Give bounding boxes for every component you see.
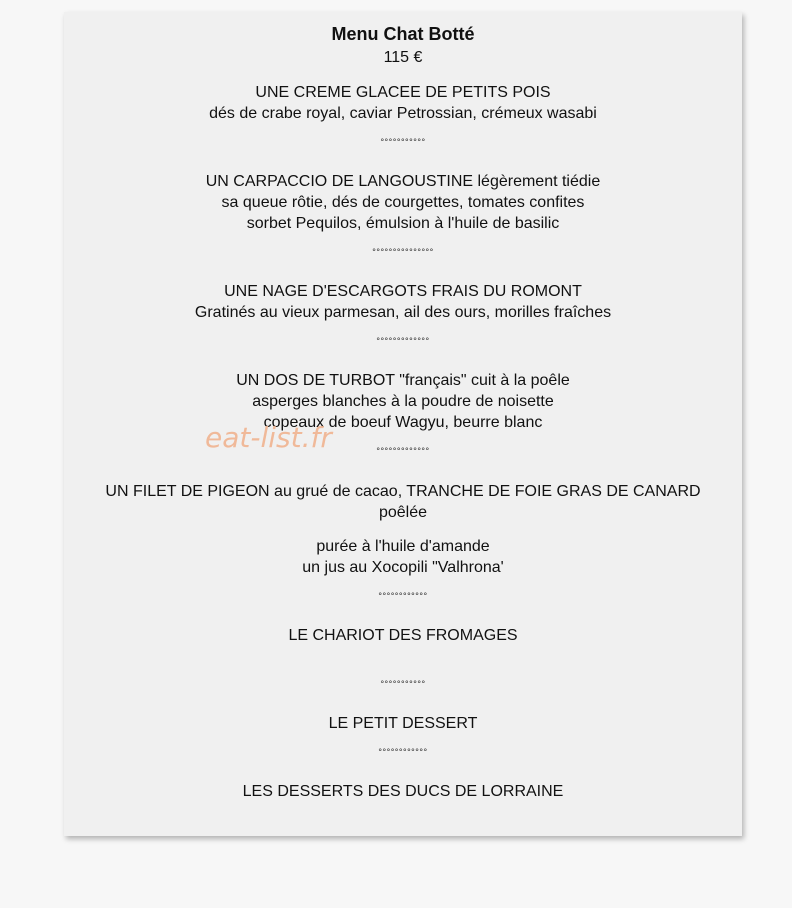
course-2-line-2: sa queue rôtie, dés de courgettes, tomates confites xyxy=(221,194,585,211)
course-5-line-1: UN FILET DE PIGEON au grué de cacao, TRANCHE DE FOIE GRAS DE CANARD xyxy=(105,483,701,500)
course-7-line-1: LE PETIT DESSERT xyxy=(328,715,478,732)
separator: °°°°°°°°°°°°° xyxy=(376,336,430,346)
menu-price: 115 € xyxy=(383,49,423,66)
course-1-line-1: UNE CREME GLACEE DE PETITS POIS xyxy=(255,84,551,101)
menu-title: Menu Chat Botté xyxy=(331,24,475,44)
separator: °°°°°°°°°°° xyxy=(380,137,426,147)
separator: °°°°°°°°°°°°°°° xyxy=(372,247,434,257)
course-5-line-2: poêlée xyxy=(378,504,428,521)
course-5-line-3: purée à l'huile d'amande xyxy=(316,538,490,555)
course-4-line-1: UN DOS DE TURBOT "français" cuit à la poêle xyxy=(236,372,570,389)
course-3-line-2: Gratinés au vieux parmesan, ail des ours, morilles fraîches xyxy=(194,304,612,321)
watermark: eat-list.fr xyxy=(205,421,332,454)
menu-card xyxy=(64,12,742,836)
course-8-line-1: LES DESSERTS DES DUCS DE LORRAINE xyxy=(242,783,564,800)
course-4-line-2: asperges blanches à la poudre de noisette xyxy=(252,393,554,410)
course-5-line-4: un jus au Xocopili "Valhrona' xyxy=(302,559,504,576)
course-6-line-1: LE CHARIOT DES FROMAGES xyxy=(288,627,518,644)
separator: °°°°°°°°°°°°° xyxy=(376,446,430,456)
separator: °°°°°°°°°°° xyxy=(380,679,426,689)
separator: °°°°°°°°°°°° xyxy=(378,747,428,757)
course-3-line-1: UNE NAGE D'ESCARGOTS FRAIS DU ROMONT xyxy=(224,283,582,300)
course-2-line-3: sorbet Pequilos, émulsion à l'huile de basilic xyxy=(246,215,560,232)
course-1-line-2: dés de crabe royal, caviar Petrossian, crémeux wasabi xyxy=(209,105,597,122)
course-2-line-1: UN CARPACCIO DE LANGOUSTINE légèrement tiédie xyxy=(205,173,601,190)
course-4-line-3: copeaux de boeuf Wagyu, beurre blanc xyxy=(263,414,543,431)
separator: °°°°°°°°°°°° xyxy=(378,591,428,601)
